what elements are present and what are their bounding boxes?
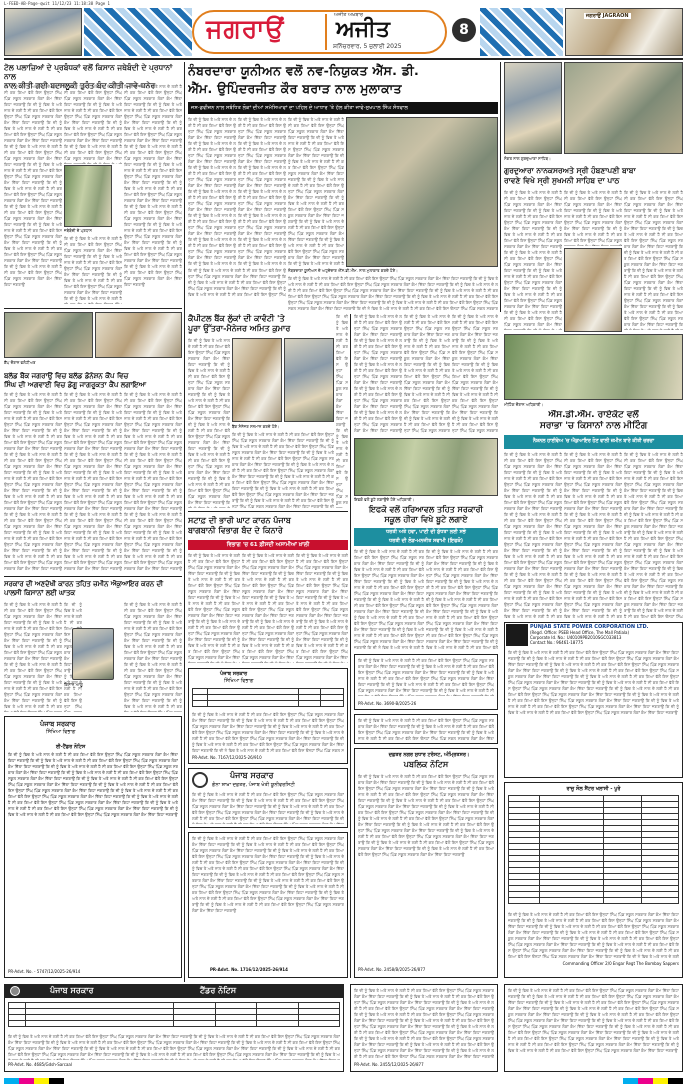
left-rule-1 (4, 308, 182, 309)
school-photo-caption: ਇਫਕੋ ਵਲੋਂ ਬੂਟੇ ਲਗਾਉਂਦੇ ਹੋਏ ਅਧਿਕਾਰੀ। (354, 497, 415, 502)
staff-strap: ਵਿਭਾਗ 'ਚ 61 ਫ਼ੀਸਦੀ ਅਸਾਮੀਆਂ ਖ਼ਾਲੀ (188, 540, 348, 550)
center-ad-1-title: ਪੰਜਾਬ ਸਰਕਾਰ (220, 671, 248, 677)
left-headline-2-line2: ਸਿੰਘ ਦੀ ਅਗਵਾਈ ਵਿਚ ਡੇਂਗੂ ਜਾਗਰੂਕਤਾ ਕੈਂਪ ਲਗਾਇਆ (4, 381, 147, 389)
center-ad-2-footer: PR-Advt. No. 1716/12/2025-26/914 (210, 967, 288, 972)
gurdwara-photo-2 (564, 248, 622, 332)
ganna-ad-sub: ਗੰਨਾ ਸ਼ਾਖ਼ਾ ਦਫ਼ਤਰ, ਪੰਜਾਬ ਖੇਤੀ ਯੂਨੀਵਰਸਿਟੀ (212, 782, 295, 788)
capital-photo-2 (284, 338, 334, 422)
bottom-mid-ad-footer: PR-Advt. No. 2455/12/2025-26/877 (354, 1062, 424, 1067)
masthead-rule (4, 58, 683, 60)
left-body-2-col1 (4, 392, 62, 572)
ganna-ad-logo-icon (192, 772, 208, 788)
masthead-pattern-right (480, 8, 563, 56)
mid-story-col2 (404, 314, 450, 434)
left-body-3-col3 (124, 602, 182, 712)
sports-ad-table (508, 795, 679, 904)
color-registration-strip (4, 1078, 64, 1084)
masthead-left-photo (4, 8, 82, 56)
left-person-photo (72, 628, 114, 680)
left-top-body-col1 (4, 84, 62, 304)
left-top-headline-line1: ਟੋਲ ਪਲਾਜ਼ਿਆਂ ਦੇ ਪ੍ਰਬੰਧਕਾਂ ਵਲੋਂ ਕਿਸਾਨ ਜਥੇਬੰਦੀ ਦੇ ਪ੍ਰਧਾਨਾਂ ਨਾਲ (4, 63, 173, 81)
gurdwara-body-col3 (624, 190, 683, 330)
bottom-ad-seal-icon (10, 986, 20, 996)
capital-body-col3 (336, 314, 348, 508)
sdm-headline-line1: ਐੱਸ.ਡੀ.ਐੱਮ. ਰਾਏਕੋਟ ਵਲੋਂ (548, 410, 639, 420)
sports-ad-commanding: Commanding Officer 2/0 Engar Regt The Bombay Sappers (562, 961, 679, 966)
bottom-mid-ad-body (354, 988, 494, 1058)
school-headline (354, 505, 498, 525)
gurdwara-body-col1 (504, 190, 562, 330)
lead-photo (346, 117, 498, 267)
sports-ad-body (508, 912, 679, 958)
public-notice-body (358, 774, 494, 960)
staff-body-col2 (242, 553, 294, 663)
bottom-ad-body (8, 1034, 340, 1060)
bottom-ad-title: ਪੰਜਾਬ ਸਰਕਾਰ (50, 986, 94, 995)
gurdwara-photo-caption: ਸੰਗਤ ਨਾਲ ਗੁਰਦੁਆਰਾ ਸਾਹਿਬ। (504, 156, 551, 161)
masthead-date: ਸ਼ਨਿੱਚਰਵਾਰ, 5 ਜੁਲਾਈ 2025 (333, 43, 402, 50)
masthead-city: ਜਗਰਾਉਂ (206, 14, 285, 43)
lead-body-col2 (238, 117, 286, 267)
gurdwara-headline-line1: ਗੁਰਦੁਆਰਾ ਨਾਨਕਸਰਅਤੇ ਸ੍ਰੀ ਹੰਬਣਾਪਣੀ ਬਾਬਾ (504, 166, 636, 175)
sdm-headline (504, 410, 683, 432)
mid-ad-1-footer: PR-Advt. No. 3690-B/2025-26 (358, 701, 417, 706)
center-divider (350, 314, 351, 978)
lead-headline (188, 62, 498, 98)
public-notice-footer: PR-Advt. No. 2458/B/2025-26/877 (358, 967, 426, 972)
lead-photo-caption: ਨੰਬਰਦਾਰਾ ਯੂਨੀਅਨ ਦੇ ਅਹੁਦੇਦਾਰ ਐੱਸ.ਡੀ.ਐੱਮ. ਨਾਲ ਮੁਲਾਕਾਤ ਕਰਦੇ ਹੋਏ। (288, 268, 398, 273)
public-notice-title: ਪਬਲਿਕ ਨੋਟਿਸ (403, 760, 449, 769)
left-ad-sub: ਸਿੱਖਿਆ ਵਿਭਾਗ (46, 729, 76, 735)
page-number-badge: 8 (452, 18, 476, 42)
school-headline-line1: ਇਫਕੋ ਵਲੋਂ ਹਰਿਆਵਲ ਤਹਿਤ ਸਰਕਾਰੀ (369, 505, 483, 514)
school-strap-line1: ਧਰਤੀ ਅਤੇ ਹਵਾ, ਪਾਣੀ ਦੀ ਸ਼ੁੱਧਤਾ ਲਈ ਸਭੇ (386, 529, 466, 535)
staff-headline-line1: ਸਟਾਫ਼ ਦੀ ਭਾਰੀ ਘਾਟ ਕਾਰਨ ਪੰਜਾਬ (188, 516, 291, 525)
mid-ad-1-body (358, 658, 494, 696)
left-top-body-col3 (124, 84, 182, 304)
left-headline-3: ਸਰਕਾਰ ਦੀ ਅਣਦੇਖੀ ਕਾਰਨ ਤਹਿਤ ਜ਼ਮੀਨ ਐਕੁਆਇਰ ਕਰਨ ਦੀ ਪਾਲਸੀ ਕਿਸਾਨਾਂ ਲਈ ਘਾਤਕ (4, 580, 164, 597)
lead-body-col1 (188, 117, 236, 267)
capital-photo-1 (232, 338, 282, 422)
capital-headline (188, 314, 348, 334)
left-top-headline-line2: ਨਾਲ ਕੀਤੀ ਗਈ ਬਦਸਲੂਕੀ ਤੁਰੰਤ ਬੰਦ ਕੀਤੀ ਜਾਵੇ-ਧਨੇਰ (4, 81, 156, 90)
left-top-body-col2a (64, 84, 122, 164)
right-photo-2 (564, 62, 683, 154)
lead-body-tail-1 (188, 268, 286, 298)
ganna-ad-title: ਪੰਜਾਬ ਸਰਕਾਰ (230, 771, 274, 780)
left-top-photo (64, 165, 112, 227)
staff-body-col1 (188, 553, 240, 663)
school-strap-line2: ਧਰਤੀ ਦੀ ਲੋੜ-ਮਨਜੀਤ ਸਵਾਮੀ (ਇਫਕੋ) (388, 538, 464, 544)
masthead-photo-label: ਜਗਰਾਉਂ JAGRAON (586, 13, 629, 19)
gurdwara-headline-line2: ਰਾਵਣੇ ਵਿਖੇ ਸ੍ਰੀ ਸੁਖਮਨੀ ਸਾਹਿਬ ਦਾ ਪਾਠ (504, 176, 620, 185)
gurdwara-headline (504, 166, 683, 186)
left-person-caption: ਕਿਸਾਨ ਆਗੂ (64, 682, 83, 687)
left-top-photo-caption: ਜਥੇਬੰਦੀ ਦੇ ਪ੍ਰਧਾਨ (64, 228, 92, 233)
center-right-divider-top (500, 62, 501, 312)
masthead-divider (325, 14, 327, 50)
pspcl-cin: Corporate Id. No.: U40109PB2010SGC033813 (530, 635, 622, 640)
public-notice-office: ਦਫ਼ਤਰ ਨਗਰ ਸੁਧਾਰ ਟਰੱਸਟ, ਅੰਮ੍ਰਿਤਸਰ। (388, 752, 470, 758)
center-ad-1-sub: ਸਿੱਖਿਆ ਵਿਭਾਗ (224, 678, 254, 684)
masthead-tag: ਅਜੀਤ ਅਖ਼ਬਾਰ (334, 12, 363, 18)
left-ad-body (8, 752, 178, 962)
sports-ad-table-wrap (508, 795, 679, 904)
bottom-right-ad-body (508, 988, 679, 1068)
left-mid-photo-2 (95, 312, 182, 358)
staff-headline-line2: ਬਾਗਬਾਨੀ ਵਿਭਾਗ ਬੰਦ ਦੇ ਕਿਨਾਰੇ (188, 526, 283, 535)
capital-body-col2 (232, 432, 334, 508)
gurdwara-body-col2 (564, 190, 622, 246)
bottom-ad-footer: PR-Advt. No. 4685/Gdsh-Sarcaal (8, 1062, 72, 1067)
school-photo (354, 438, 498, 496)
sdm-strap: ਨੈਸ਼ਨਲ ਹਾਈਵੇਅ 'ਚ ਐਕੁਆਇਰ ਹੋਣ ਵਾਲੀ ਜ਼ਮੀਨ ਬਾਰੇ ਕੀਤੀ ਚਰਚਾ (504, 435, 683, 449)
mid-story-col3 (452, 314, 498, 434)
sports-ad-title: ਰਾਜੂ ਸੋਲ ਸੈਂਟਰ ਖਲਾਸੀ - ਪੂਰੇ (566, 786, 621, 792)
lead-body-tail-2 (288, 276, 498, 310)
pspcl-sub: (Regd. Office: PSEB Head Office, The Mall Patiala) (530, 630, 630, 635)
bottom-ad-table (8, 1002, 340, 1027)
school-strap (354, 528, 498, 546)
lead-headline-line2: ਐੱਮ. ਉਪਿੰਦਰਜੀਤ ਕੌਰ ਬਰਾੜ ਨਾਲ ਮੁਲਾਕਾਤ (188, 81, 402, 96)
center-ad-2-body (192, 836, 344, 960)
school-body-col2 (426, 549, 498, 649)
sdm-body-col3 (624, 452, 683, 618)
staff-headline (188, 516, 348, 536)
sdm-body-col1 (504, 452, 562, 618)
pspcl-logo-icon (506, 624, 528, 646)
left-body-2-col3 (124, 392, 182, 572)
left-ad-footer: PR-Advt. No. - 5747/12/2025-26/914 (8, 969, 81, 974)
capital-caption: ਬੈਂਕ ਮੈਨੇਜਰ ਸਨਮਾਨ ਕਰਦੇ ਹੋਏ। (232, 424, 280, 429)
center-ad-1-table-wrap (192, 688, 344, 707)
left-ad-title: ਪੰਜਾਬ ਸਰਕਾਰ (40, 720, 76, 728)
masthead-pattern (84, 8, 192, 56)
left-headline-2-line1: ਬਲੱਡ ਬੈਂਕ ਜਗਰਾਉਂ ਵਿਚ ਬਲੱਡ ਡੋਨੇਸ਼ਨ ਕੈਂਪ ਵਿਚ (4, 372, 129, 380)
left-column-divider (184, 62, 185, 982)
center-ad-1-table (192, 688, 344, 707)
left-ad-notice: ਈ-ਟੈਂਡਰ ਨੋਟਿਸ (56, 744, 86, 750)
school-body-col1 (354, 549, 424, 649)
lead-strap: ਜਸ-ਡਵੀਜ਼ਨ ਨਾਲ ਸਬੰਧਿਤ ਲੋਕਾਂ ਦੀਆਂ ਸਮੱਸਿਆਵਾਂ ਦਾ ਪਹਿਲ ਦੇ ਆਧਾਰ 'ਤੇ ਹੱਲ ਕੀਤਾ ਜਾਵੇ-ਸੁਖਪਾਲ ਸਿੰਘ ਸੰਧਵਾਲ (188, 102, 498, 114)
left-body-2-col2 (64, 392, 122, 572)
mid-ad-2-body (358, 718, 494, 740)
sdm-headline-line2: ਸਰਾਭਾ 'ਚ ਕਿਸਾਨਾਂ ਨਾਲ ਮੀਟਿੰਗ (539, 421, 648, 431)
sdm-photo (504, 334, 683, 400)
capital-headline-line1: ਕੈਪੀਟਲ ਬੈਂਕ ਲੁੱਕਾਂ ਦੀ ਕਾਵੰਟੀ 'ਤੇ (188, 314, 285, 323)
bottom-ad-table-wrap (8, 1002, 340, 1027)
color-registration-strip-right (623, 1078, 683, 1084)
capital-body-col1 (188, 338, 230, 508)
sdm-photo-caption: ਮੀਟਿੰਗ ਦੌਰਾਨ ਅਧਿਕਾਰੀ। (504, 402, 544, 407)
print-slug: L-FEED-AB-Page-qwit 11/12/23 11:18:38 Page 1 (4, 1, 110, 6)
left-headline-2 (4, 372, 182, 390)
staff-body-col3 (296, 553, 348, 663)
lead-headline-line1: ਨੰਬਰਦਾਰਾ ਯੂਨੀਅਨ ਵਲੋਂ ਨਵ-ਨਿਯੁਕਤ ਐੱਸ. ਡੀ. (188, 63, 420, 78)
ganna-ad-body (192, 792, 344, 824)
center-rule-1 (188, 511, 348, 512)
pspcl-title: PUNJAB STATE POWER CORPORATION LTD. (530, 624, 649, 630)
center-ad-1-footer: PR-Advt. No. 7167/12/2025-26/910 (192, 755, 262, 760)
right-photo-1 (504, 62, 562, 154)
bottom-ad-notice: ਟੈਂਡਰ ਨੋਟਿਸ (200, 986, 237, 995)
pspcl-contact: Contact No.: 96461-18775 (530, 640, 583, 645)
left-top-body-col2b (64, 236, 122, 304)
lead-body-col3 (288, 117, 344, 267)
capital-headline-line2: ਪੂਰਾ ਉੱਤਰਾ-ਮੈਨੇਜਰ ਅਮਿਤ ਕੁਮਾਰ (188, 324, 291, 333)
sdm-body-col2 (564, 452, 622, 618)
mid-story-col1 (354, 314, 402, 434)
school-headline-line2: ਸਕੂਲ ਹੀਰਾ ਵਿਖੇ ਬੂਟੇ ਲਗਾਏ (384, 515, 468, 524)
left-body-3-col1 (4, 602, 62, 712)
masthead-paper: ਅਜੀਤ (336, 17, 390, 42)
center-ad-1-body (192, 712, 344, 752)
left-rule-2 (4, 576, 182, 577)
pspcl-body (508, 650, 679, 772)
left-mid-caption: ਕੈਂਪ ਦੌਰਾਨ ਵਲੰਟੀਅਰ (4, 360, 36, 365)
left-mid-photo-1 (4, 312, 93, 358)
